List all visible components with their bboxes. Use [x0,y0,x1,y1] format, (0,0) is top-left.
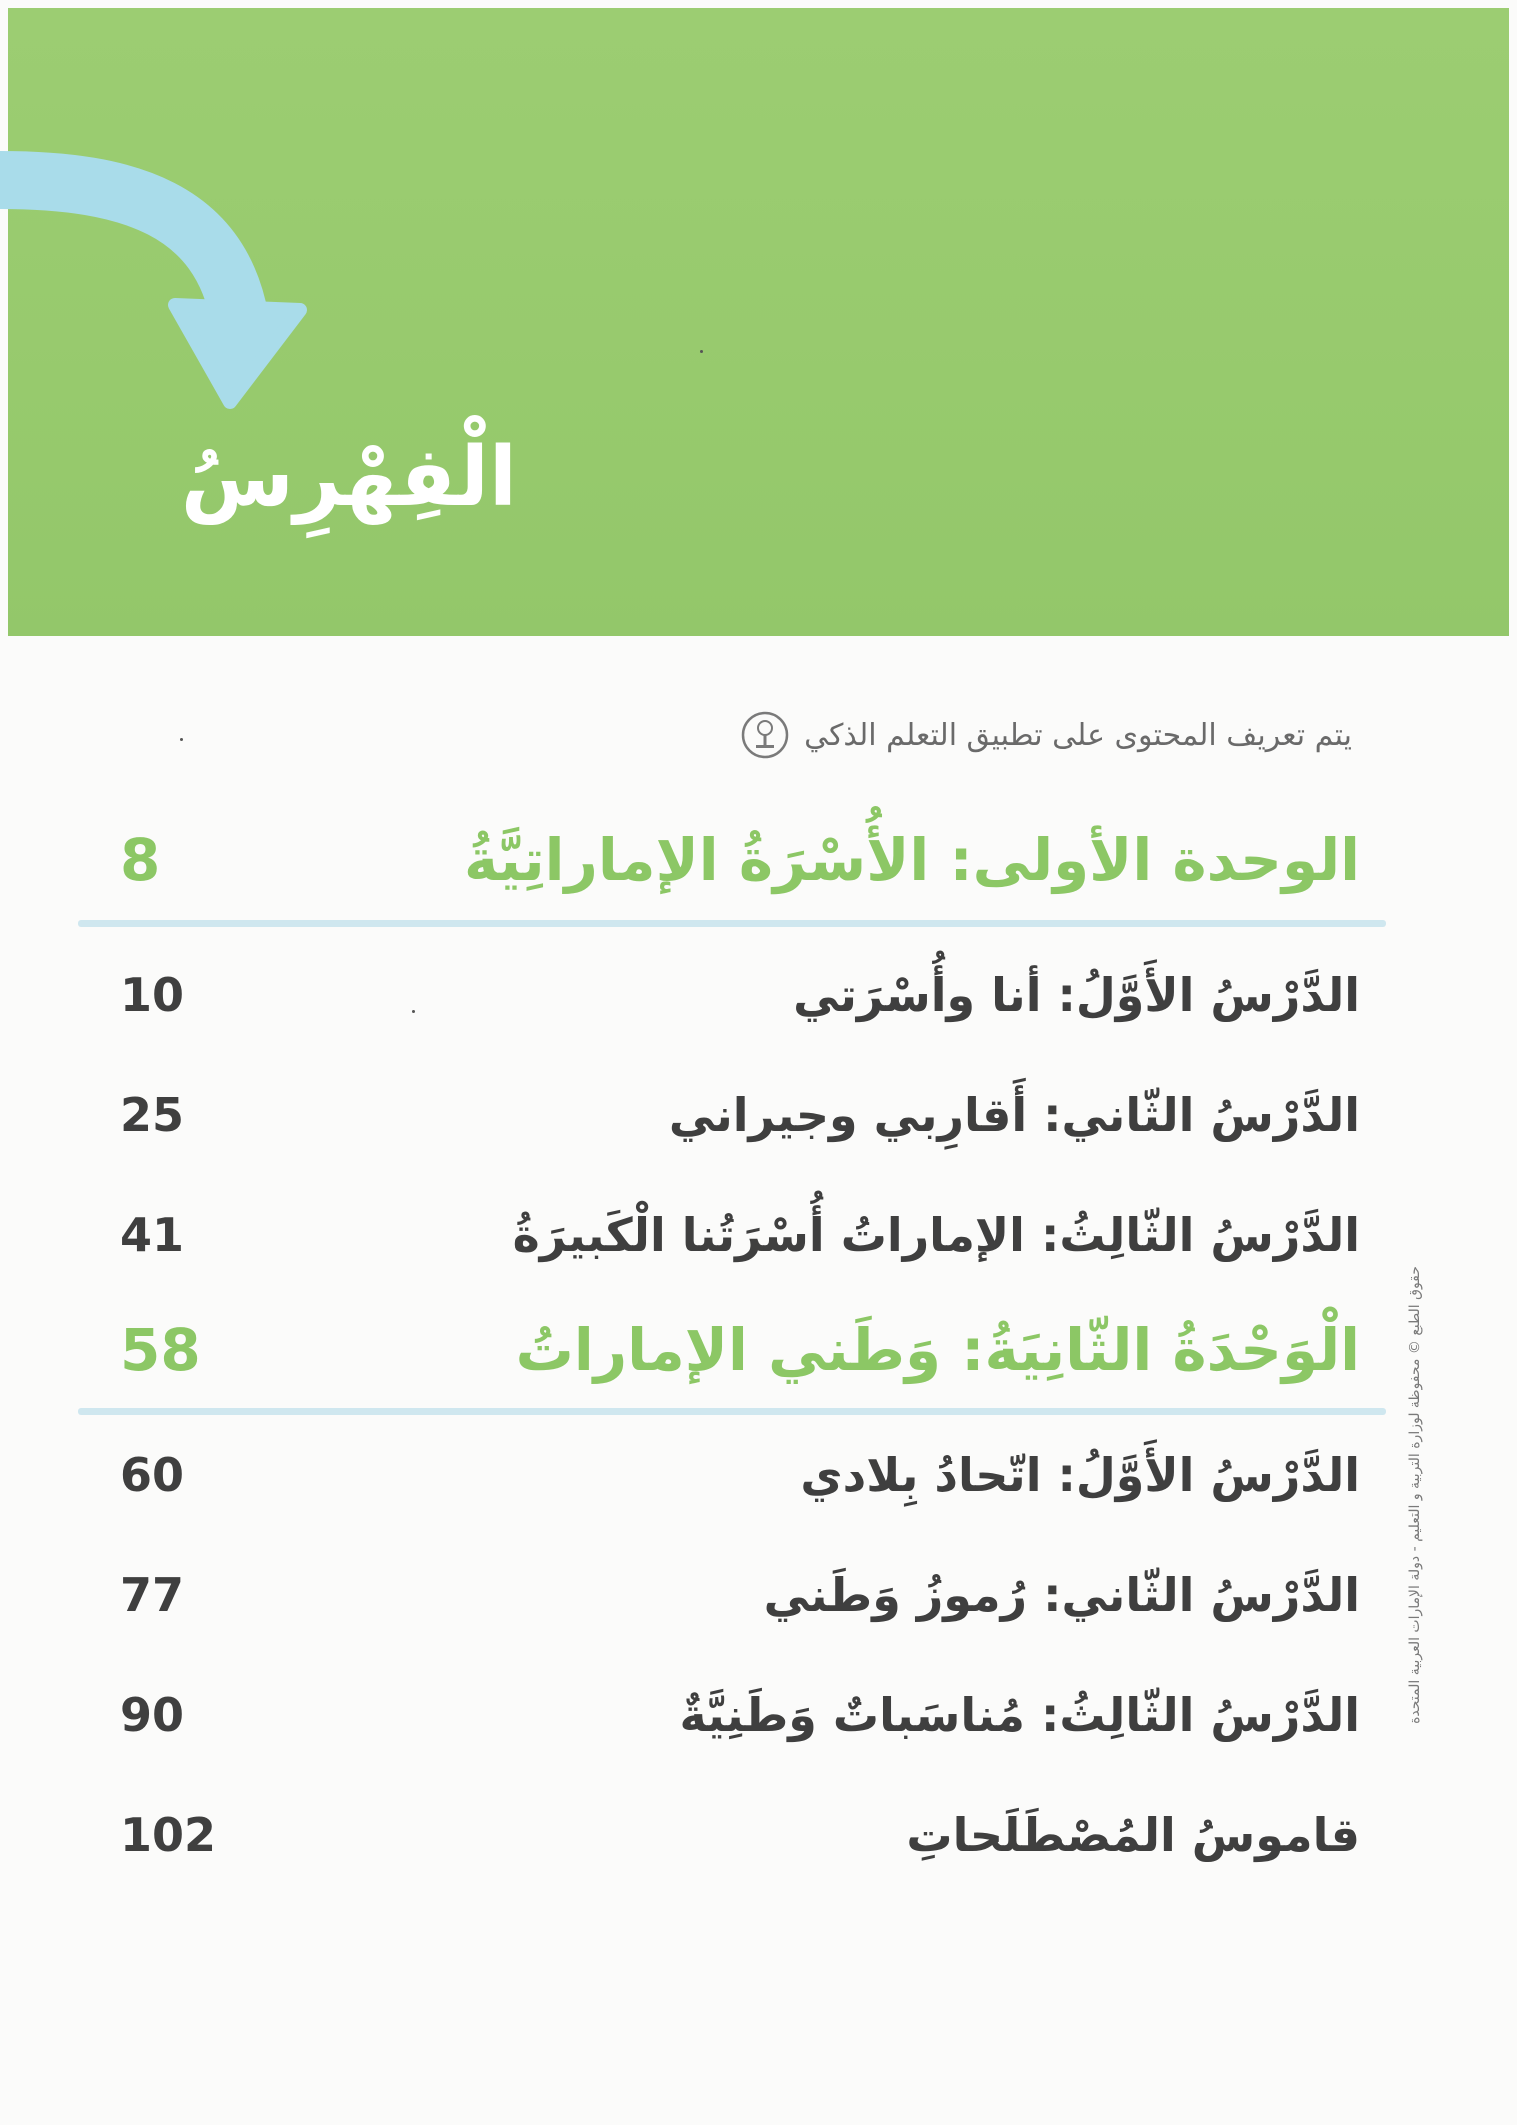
lesson-row[interactable] [120,1075,1360,1155]
lesson-row[interactable] [120,955,1360,1035]
lesson-title: الدَّرْسُ الثّاني: رُموزُ وَطَني [763,1568,1360,1622]
lesson-page-number: 90 [120,1688,185,1742]
unit-divider [78,1408,1386,1415]
unit-row[interactable] [120,815,1360,905]
lesson-page-number: 77 [120,1568,185,1622]
lesson-title: الدَّرْسُ الأَوَّلُ: أنا وأُسْرَتي [793,968,1360,1022]
unit-row[interactable] [120,1305,1360,1395]
notice-text: يتم تعريف المحتوى على تطبيق التعلم الذكي [804,717,1352,753]
lesson-row[interactable] [120,1555,1360,1635]
lesson-row[interactable] [120,1435,1360,1515]
unit-page-number: 58 [120,1316,201,1384]
lesson-title: الدَّرْسُ الثّالِثُ: مُناسَباتٌ وَطَنِيَّةٌ [679,1688,1360,1742]
unit-title: الْوَحْدَةُ الثّانِيَةُ: وَطَني الإماراتُ [515,1316,1360,1384]
page-title: الْفِهْرِسُ [180,430,517,525]
lesson-page-number: 60 [120,1448,185,1502]
lesson-page-number: 10 [120,968,185,1022]
lesson-title: الدَّرْسُ الثّاني: أَقارِبي وجيراني [668,1088,1360,1142]
lesson-title: الدَّرْسُ الثّالِثُ: الإماراتُ أُسْرَتُنا الْكَبيرَةُ [512,1208,1360,1262]
scan-speck [180,738,183,741]
unit-divider [78,920,1386,927]
lesson-title: الدَّرْسُ الأَوَّلُ: اتّحادُ بِلادي [800,1448,1360,1502]
copyright-side-note [1390,1145,1440,1845]
copyright-text: حقوق الطبع © محفوظة لوزارة التربية و التعليم - دولة الإمارات العربية المتحدة [1407,1266,1423,1724]
glossary-page-number: 102 [120,1808,217,1862]
lesson-row[interactable] [120,1675,1360,1755]
lesson-page-number: 25 [120,1088,185,1142]
unit-page-number: 8 [120,826,161,894]
lesson-row[interactable] [120,1195,1360,1275]
unit-title: الوحدة الأولى: الأُسْرَةُ الإماراتِيَّةُ [464,826,1360,894]
glossary-row[interactable] [120,1795,1360,1875]
scan-speck [700,350,703,353]
glossary-title: قاموسُ المُصْطَلَحاتِ [906,1808,1360,1862]
scan-speck [412,1010,415,1013]
lesson-page-number: 41 [120,1208,185,1262]
